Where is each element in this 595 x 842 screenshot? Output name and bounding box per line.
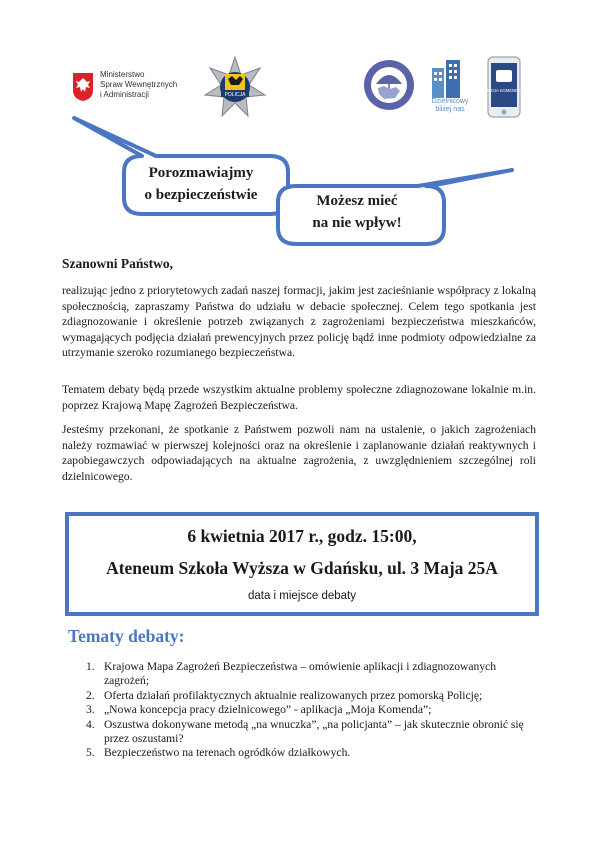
topic-text: Bezpieczeństwo na terenach ogródków działkowych. xyxy=(104,746,351,760)
event-details-box xyxy=(65,512,539,616)
left-bubble-line-2: o bezpieczeństwie xyxy=(144,187,258,203)
topic-number: 3. xyxy=(86,703,95,717)
topic-item xyxy=(86,660,536,689)
ministry-line-3: i Administracji xyxy=(100,90,149,99)
paragraph-2: Tematem debaty będą przede wszystkim aktualne problemy społeczne zdiagnozowane lokalnie m.in. poprzez Krajową Mapę Zagrożeń Bezpieczeństwa. xyxy=(62,383,536,412)
right-bubble-line-1: Możesz mieć xyxy=(316,193,398,209)
greeting: Szanowni Państwo, xyxy=(62,256,174,271)
ministry-line-1: Ministerstwo xyxy=(100,70,145,79)
event-caption: data i miejsce debaty xyxy=(247,590,357,602)
ministry-line-2: Spraw Wewnętrznych xyxy=(100,80,178,89)
right-bubble-line-2: na nie wpływ! xyxy=(312,215,402,231)
police-badge-text: POLICJA xyxy=(224,92,246,98)
topic-item xyxy=(86,689,536,703)
topic-text: Oferta działań profilaktycznych aktualnie realizowanych przez pomorską Policję; xyxy=(104,688,483,702)
left-bubble-line-1: Porozmawiajmy xyxy=(148,165,254,181)
topic-text: „Nowa koncepcja pracy dzielnicowego” - aplikacja „Moja Komenda”; xyxy=(104,703,432,717)
left-bubble-text xyxy=(118,162,284,206)
topics-list xyxy=(86,660,536,761)
topic-item xyxy=(86,746,536,760)
topics-heading: Tematy debaty: xyxy=(68,626,185,646)
event-date: 6 kwietnia 2017 r., godz. 15:00, xyxy=(187,526,417,546)
dzielnicowy-caption-2: bliżej nas xyxy=(435,106,465,113)
topic-number: 5. xyxy=(86,746,95,760)
event-place: Ateneum Szkoła Wyższa w Gdańsku, ul. 3 Maja 25A xyxy=(106,558,498,578)
paragraph-1: realizując jedno z priorytetowych zadań naszej formacji, jakim jest zacieśnianie współpracy z lokalną społecznością, zapraszamy Państwa do udziału w debacie społecznej. Celem tego spotkania jest zdiagnozowanie i określenie potrzeb związanych z zagrożeniami bezpieczeństwa mieszkańców, wymagających podjęcia działań prewencyjnych przez policję bądź inne podmioty odpowiedzialne za utrzymanie szeroko rozumianego bezpieczeństwa. xyxy=(62,284,536,360)
topic-item xyxy=(86,703,536,717)
topic-text: Oszustwa dokonywane metodą „na wnuczka”, „na policjanta” – jak skutecznie obronić się przez oszustami? xyxy=(104,717,524,746)
dzielnicowy-caption-1: Dzielnicowy xyxy=(431,98,469,105)
right-bubble-text xyxy=(282,190,432,234)
app-caption: MOJA KOMENDA xyxy=(487,88,521,93)
topic-number: 4. xyxy=(86,717,95,731)
topic-number: 1. xyxy=(86,660,95,673)
paragraph-3: Jesteśmy przekonani, że spotkanie z Państwem pozwoli nam na ustalenie, o jakich zagrożeniach należy rozmawiać w pierwszej kolejności oraz na określenie i zaplanowanie działań reaktywnych i zapobiegawczych odpowiadających na aktualne zagrożenia, z uwzględnieniem szczególnej roli dzielnicowego. xyxy=(62,423,536,483)
topic-item xyxy=(86,718,536,747)
topic-number: 2. xyxy=(86,688,95,702)
topic-text: Krajowa Mapa Zagrożeń Bezpieczeństwa – omówienie aplikacji i zdiagnozowanych zagrożeń; xyxy=(104,660,497,688)
